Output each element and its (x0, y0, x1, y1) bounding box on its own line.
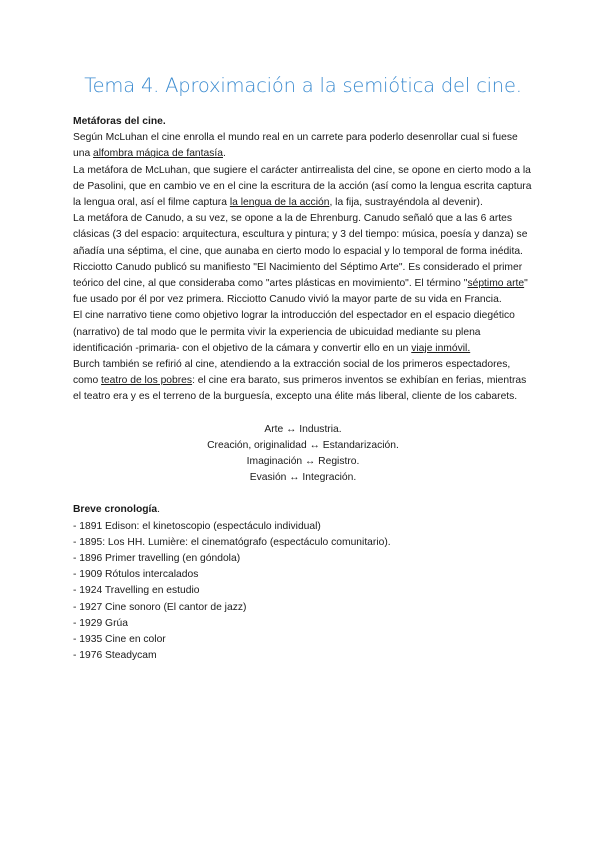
page-title: Tema 4. Aproximación a la semiótica del cine. (84, 74, 522, 97)
opposition-line: Imaginación ↔ Registro. (246, 456, 360, 468)
opposition-line: Creación, originalidad ↔ Estandarización. (207, 439, 399, 451)
link-lengua-accion: la lengua de la acción (229, 197, 330, 209)
list-item: - 1976 Steadycam (73, 650, 157, 662)
link-alfombra: alfombra mágica de fantasía (93, 148, 223, 160)
paragraph-mcluhan: Según McLuhan el cine enrolla el mundo real en un carrete para poderlo desenrollar cual si fuese una alfombra mágica de fantasía. (73, 132, 518, 160)
link-viaje-inmovil: viaje inmóvil. (411, 342, 471, 354)
section-heading-metaforas: Metáforas del cine. (73, 116, 166, 127)
oppositions-block (73, 422, 533, 487)
list-item: - 1935 Cine en color (73, 634, 166, 646)
link-septimo-arte: séptimo arte (467, 278, 525, 290)
list-item: - 1929 Grúa (73, 617, 128, 629)
list-item: - 1891 Edison: el kinetoscopio (espectáculo individual) (73, 520, 321, 532)
chronology-list (73, 519, 533, 665)
paragraph-burch: Burch también se refirió al cine, atendiendo a la extracción social de los primeros espectadores, como teatro de los pobres: el cine era barato, sus primeros inventos se exhibían en ferias, mientras el teatro era y es el terreno de la burguesía, excepto una élite más liberal, cliente de los cabarets. (73, 359, 527, 403)
list-item: - 1924 Travelling en estudio (73, 585, 200, 597)
list-item: - 1896 Primer travelling (en góndola) (73, 553, 241, 565)
paragraph-pasolini: La metáfora de McLuhan, que sugiere el carácter antirrealista del cine, se opone en cierto modo a la de Pasolini, que en cambio ve en el cine la escritura de la acción (así como la lengua escrita captura la lengua oral, así el filme captura la lengua de la acción, la fija, sustrayéndola al devenir). (73, 164, 532, 209)
paragraph-canudo: La metáfora de Canudo, a su vez, se opone a la de Ehrenburg. Canudo señaló que a las 6 artes clásicas (3 del espacio: arquitectura, escultura y pintura; y 3 del tiempo: música, poesía y danza) se añadía una séptima, el cine, que aunaba en cierto modo lo espacial y lo temporal de forma inédita. Ricciotto Canudo publicó su manifiesto "El Nacimiento del Séptimo Arte". Es considerado el primer teórico del cine, al que consideraba como "artes plásticas en movimiento". El término "séptimo arte" fue usado por él por vez primera. Ricciotto Canudo vivió la mayor parte de su vida en Francia. (73, 213, 528, 306)
section-heading-cronologia: Breve cronología. (73, 504, 160, 516)
document-body (73, 114, 533, 665)
opposition-line: Evasión ↔ Integración. (249, 472, 357, 484)
link-teatro-pobres: teatro de los pobres (101, 375, 193, 387)
list-item: - 1927 Cine sonoro (El cantor de jazz) (73, 601, 247, 613)
list-item: - 1909 Rótulos intercalados (73, 569, 199, 581)
paragraph-cine-narrativo: El cine narrativo tiene como objetivo lograr la introducción del espectador en el espacio diegético (narrativo) de tal modo que le permita vivir la experiencia de ubicuidad mediante su plena identificación -primaria- con el objetivo de la cámara y convertir ello en un viaje inmóvil. (73, 310, 515, 354)
opposition-line: Arte ↔ Industria. (264, 423, 342, 435)
list-item: - 1895: Los HH. Lumière: el cinematógrafo (espectáculo comunitario). (73, 536, 391, 548)
